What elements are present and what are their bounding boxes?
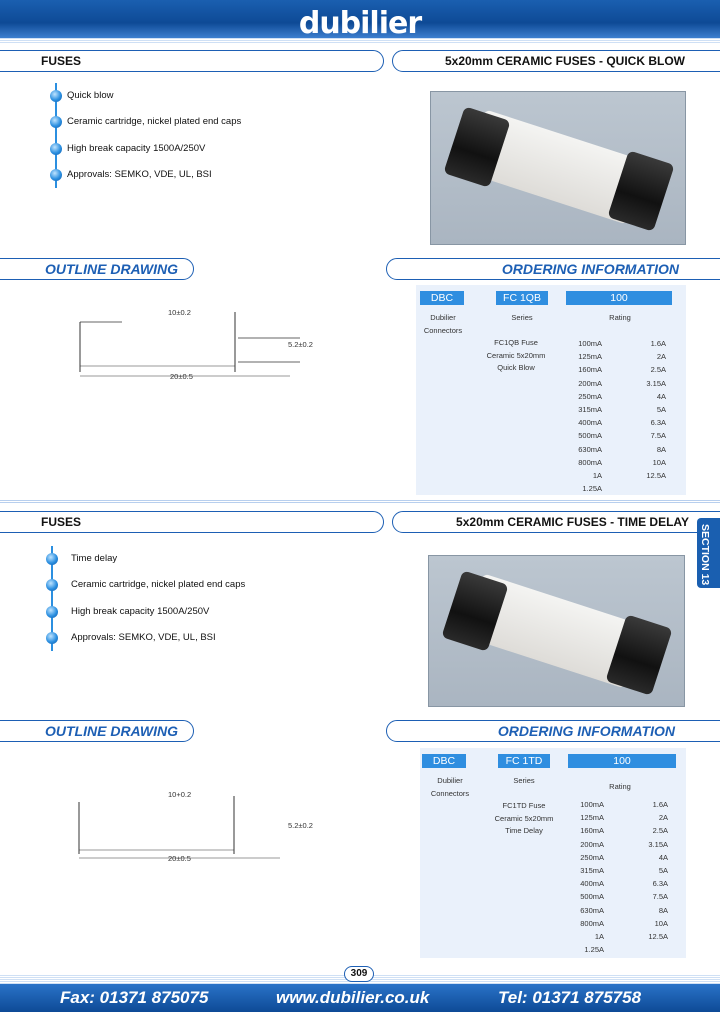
feature-item: High break capacity 1500A/250V [46, 599, 245, 625]
ratings-column-a: 100mA 125mA 160mA 200mA 250mA 315mA 400mA 500mA 630mA 800mA 1A 1.25A [578, 339, 602, 494]
outline-drawing-title: OUTLINE DRAWING [45, 261, 178, 277]
feature-item: Approvals: SEMKO, VDE, UL, BSI [50, 162, 241, 188]
feature-item: Ceramic cartridge, nickel plated end caps [46, 572, 245, 598]
feature-item: Approvals: SEMKO, VDE, UL, BSI [46, 625, 245, 651]
ratings-column-b: 1.6A 2A 2.5A 3.15A 4A 5A 6.3A 7.5A 8A 10A 12.5A [648, 800, 668, 942]
caption-rating: Rating [609, 782, 631, 791]
section2-left-bar [0, 511, 384, 533]
series-description: FC1QB Fuse Ceramic 5x20mm Quick Blow [486, 338, 546, 372]
feature-item: Ceramic cartridge, nickel plated end caps [50, 109, 241, 135]
section1-feature-list [50, 83, 241, 188]
order-tag-rating: 100 [566, 291, 672, 305]
section2-feature-list [46, 546, 245, 651]
dim-diameter: 5.2±0.2 [288, 340, 313, 349]
order-tag-series: FC 1QB [496, 291, 548, 305]
brand-logo: dubilier [298, 6, 422, 41]
series-description: FC1TD Fuse Ceramic 5x20mm Time Delay [494, 801, 554, 835]
footer-telephone: Tel: 01371 875758 [498, 988, 642, 1007]
footer-band [0, 984, 720, 1012]
section1-right-bar [392, 50, 720, 72]
feature-item: Time delay [46, 546, 245, 572]
section1-left-title: FUSES [41, 54, 82, 68]
section-tab-label: SECTION 13 [699, 524, 711, 586]
section2-right-bar [392, 511, 720, 533]
dim-total-length: 20±0.5 [170, 372, 193, 381]
section2-ordering-bar [386, 720, 720, 742]
section2-fuse-photo [428, 555, 685, 707]
ratings-column-a: 100mA 125mA 160mA 200mA 250mA 315mA 400mA 500mA 630mA 800mA 1A 1.25A [580, 800, 604, 955]
ratings-column-b: 1.6A 2A 2.5A 3.15A 4A 5A 6.3A 7.5A 8A 10A 12.5A [646, 339, 666, 481]
section1-ordering-panel [416, 285, 686, 495]
page-number: 309 [344, 966, 374, 982]
section2-ordering-panel [420, 748, 686, 958]
outline-drawing-title: OUTLINE DRAWING [45, 723, 178, 739]
feature-item: Quick blow [50, 83, 241, 109]
section1-left-bar [0, 50, 384, 72]
footer-fax: Fax: 01371 875075 [60, 988, 209, 1007]
caption-rating: Rating [609, 313, 631, 322]
ordering-info-title: ORDERING INFORMATION [501, 261, 679, 277]
dim-cap-length: 10±0.2 [168, 308, 191, 317]
caption-series: Series [513, 776, 535, 785]
order-tag-prefix: DBC [420, 291, 464, 305]
section-separator [0, 500, 720, 504]
section1-right-title: 5x20mm CERAMIC FUSES - QUICK BLOW [444, 54, 685, 68]
dim-diameter: 5.2±0.2 [288, 821, 313, 830]
section1-fuse-photo [430, 91, 686, 245]
order-tag-series: FC 1TD [498, 754, 550, 768]
caption-prefix: Dubilier Connectors [423, 313, 463, 335]
footer-website[interactable]: www.dubilier.co.uk [276, 988, 430, 1007]
section1-outline-bar [0, 258, 194, 280]
section2-outline-bar [0, 720, 194, 742]
section2-left-title: FUSES [41, 515, 82, 529]
order-tag-rating: 100 [568, 754, 676, 768]
dim-cap-length: 10+0.2 [168, 790, 192, 799]
caption-prefix: Dubilier Connectors [430, 776, 470, 798]
dim-total-length: 20±0.5 [168, 854, 191, 863]
feature-item: High break capacity 1500A/250V [50, 136, 241, 162]
ordering-info-title: ORDERING INFORMATION [497, 723, 675, 739]
section1-ordering-bar [386, 258, 720, 280]
caption-series: Series [511, 313, 533, 322]
order-tag-prefix: DBC [422, 754, 466, 768]
section2-right-title: 5x20mm CERAMIC FUSES - TIME DELAY [456, 515, 689, 529]
section-side-tab [697, 518, 720, 588]
